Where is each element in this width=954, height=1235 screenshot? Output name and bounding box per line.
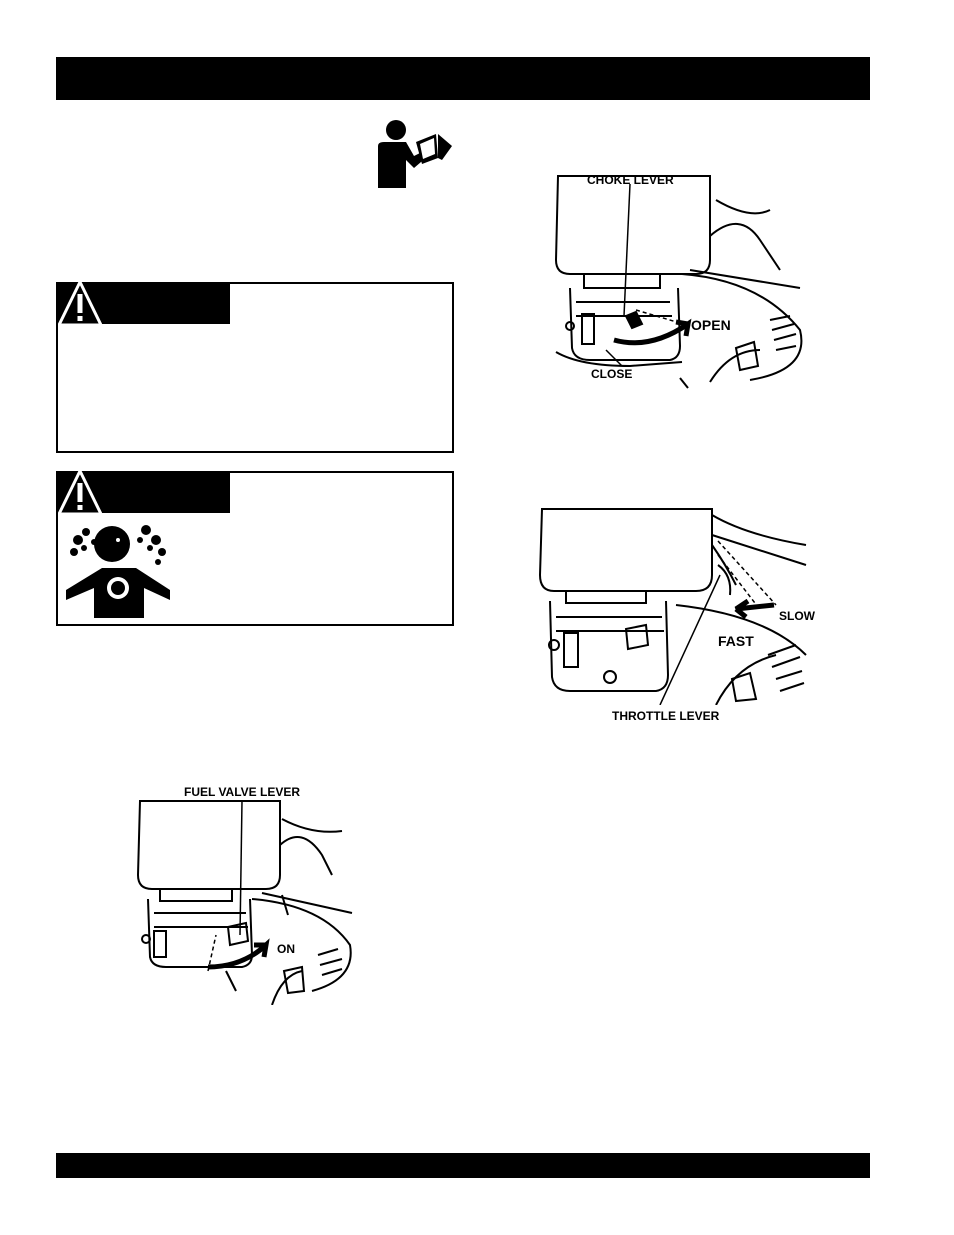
warning-triangle-icon [58,469,102,515]
header-bar [56,57,870,100]
throttle-lever-label: THROTTLE LEVER [612,709,720,723]
warning-triangle-icon [58,280,102,326]
fuel-valve-figure [132,795,356,1005]
warning-box-1 [56,282,454,453]
on-label: ON [277,942,295,956]
close-label: CLOSE [591,367,633,381]
throttle-lever-figure [536,505,816,705]
fast-label: FAST [718,633,754,649]
choke-lever-label: CHOKE LEVER [587,173,674,187]
read-manual-icon [376,120,456,188]
slow-label: SLOW [779,609,815,623]
fuel-valve-lever-label: FUEL VALVE LEVER [184,785,301,799]
open-label: OPEN [691,317,731,333]
choke-lever-figure [540,170,810,390]
warning-box-2 [56,471,454,626]
toxic-fumes-icon [66,518,170,618]
footer-bar [56,1153,870,1178]
